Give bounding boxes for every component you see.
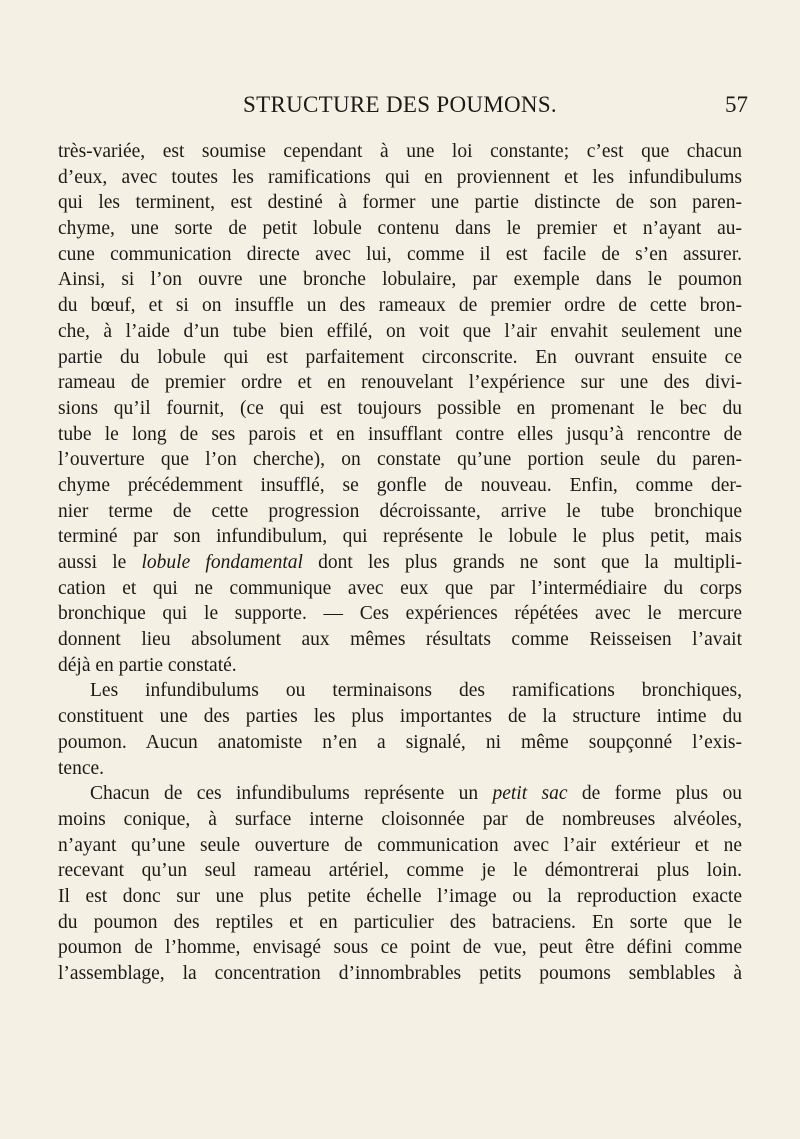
body-text — [58, 139, 742, 987]
page-number: 57 — [725, 92, 748, 117]
text-line: terminé par son infundibulum, qui représente le lobule le plus petit, mais — [58, 526, 742, 548]
text-line: bronchique qui le supporte. — Ces expériences répétées avec le mercure — [58, 603, 742, 625]
text-line: Les infundibulums ou terminaisons des ramifications bronchiques, — [90, 680, 742, 702]
text-line — [58, 550, 742, 576]
text-line: cation et qui ne communique avec eux que par l’intermédiaire du corps — [58, 577, 742, 599]
text-line: partie du lobule qui est parfaitement circonscrite. En ouvrant ensuite ce — [58, 346, 742, 368]
text-line: constituent une des parties les plus importantes de la structure intime du — [58, 706, 742, 728]
text-segment: aussi le — [58, 552, 142, 573]
text-line: sions qu’il fournit, (ce qui est toujours possible en promenant le bec du — [58, 397, 742, 419]
emphasis-text: lobule fondamental — [141, 552, 303, 573]
text-line: très-variée, est soumise cependant à une loi constante; c’est que chacun — [58, 141, 742, 162]
text-line: l’assemblage, la concentration d’innombrables petits poumons semblables à — [58, 963, 742, 984]
text-segment: dont les plus grands ne sont que la multipli- — [302, 552, 742, 573]
text-line — [58, 781, 742, 807]
text-line: d’eux, avec toutes les ramifications qui en proviennent et les infundibulums — [58, 166, 742, 188]
text-line: donnent lieu absolument aux mêmes résultats comme Reisseisen l’avait — [58, 629, 742, 651]
text-line: du bœuf, et si on insuffle un des rameaux de premier ordre de cette bron- — [58, 295, 742, 317]
text-line: chyme précédemment insufflé, se gonfle de nouveau. Enfin, comme der- — [58, 474, 742, 496]
text-line: poumon. Aucun anatomiste n’en a signalé, ni même soupçonné l’exis- — [58, 731, 742, 753]
text-line: poumon de l’homme, envisagé sous ce point de vue, peut être défini comme — [58, 937, 742, 959]
text-line: rameau de premier ordre et en renouvelant l’expérience sur une des divi- — [58, 372, 742, 394]
text-line: l’ouverture que l’on cherche), on constate qu’une portion seule du paren- — [58, 449, 742, 471]
text-line: Il est donc sur une plus petite échelle l’image ou la reproduction exacte — [58, 885, 742, 907]
text-segment: de forme plus ou — [567, 783, 742, 805]
text-line: che, à l’aide d’un tube bien effilé, on voit que l’air envahit seulement une — [58, 320, 742, 342]
text-line: tence. — [58, 757, 105, 779]
text-line: qui les terminent, est destiné à former une partie distincte de son paren- — [58, 192, 742, 214]
emphasis-text: petit sac — [492, 783, 568, 805]
running-title: STRUCTURE DES POUMONS. — [243, 92, 557, 117]
text-line: tube le long de ses parois et en insufflant contre elles jusqu’à rencontre de — [58, 423, 742, 445]
text-line: nier terme de cette progression décroissante, arrive le tube bronchique — [58, 500, 742, 522]
text-line: n’ayant qu’une seule ouverture de communication avec l’air extérieur et ne — [58, 834, 742, 856]
text-line: déjà en partie constaté. — [58, 654, 237, 676]
text-line: Ainsi, si l’on ouvre une bronche lobulaire, par exemple dans le poumon — [58, 269, 742, 291]
text-line: moins conique, à surface interne cloisonnée par de nombreuses alvéoles, — [58, 808, 742, 830]
text-line: cune communication directe avec lui, comme il est facile de s’en assurer. — [58, 243, 742, 265]
text-line: chyme, une sorte de petit lobule contenu dans le premier et n’ayant au- — [58, 218, 742, 240]
running-head — [0, 92, 800, 132]
text-segment: Chacun de ces infundibulums représente un — [90, 783, 493, 805]
text-line: du poumon des reptiles et en particulier des batraciens. En sorte que le — [58, 911, 742, 933]
text-line: recevant qu’un seul rameau artériel, comme je le démontrerai plus loin. — [58, 860, 742, 882]
